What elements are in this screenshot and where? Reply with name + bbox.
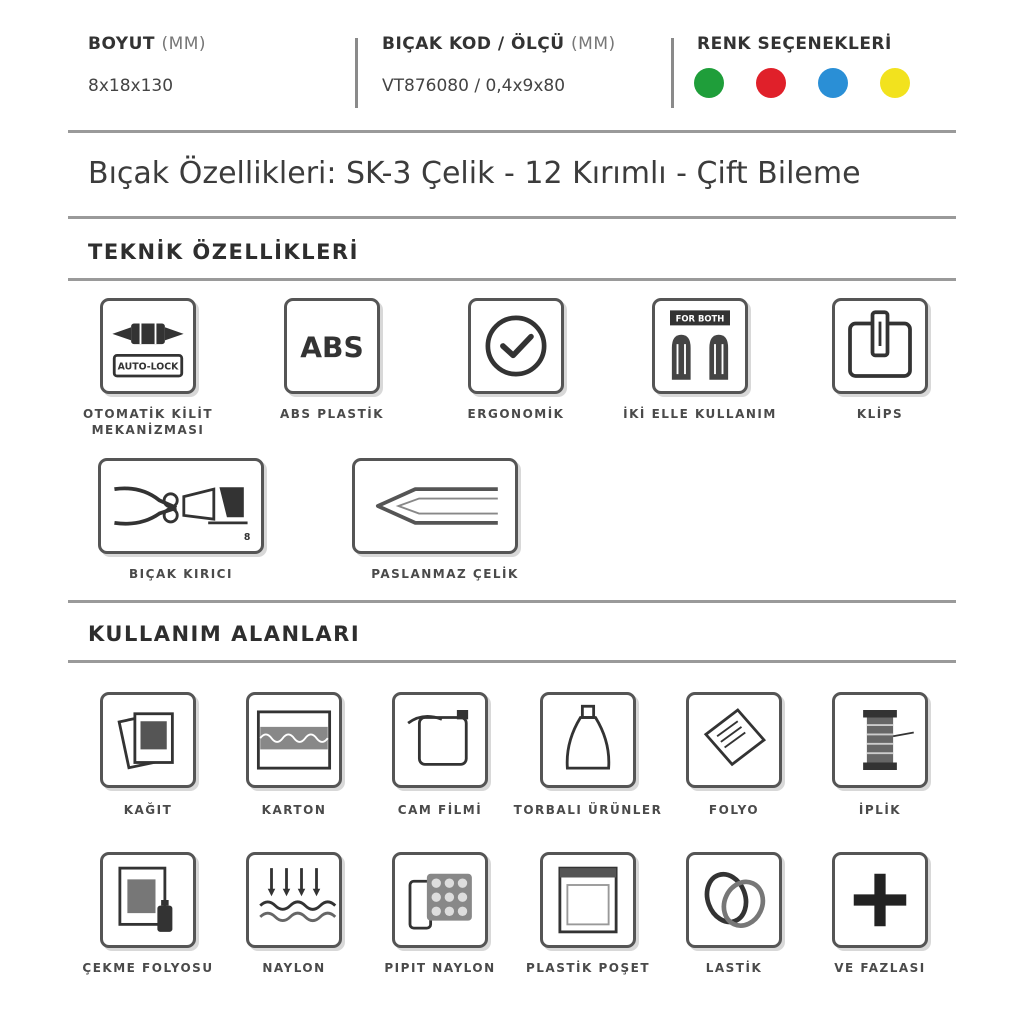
color-swatch-blue[interactable] [818, 68, 848, 98]
blade-features: Bıçak Özellikleri: SK-3 Çelik - 12 Kırımlı - Çift Bileme [88, 156, 861, 191]
feature-caption: OTOMATİK KİLİT MEKANİZMASI [82, 407, 214, 437]
usage-caption: CAM FİLMİ [397, 803, 483, 817]
abs-icon [284, 298, 380, 394]
feature-caption: BIÇAK KIRICI [129, 567, 233, 581]
nylon-icon [246, 852, 342, 948]
both-hands-text: FOR BOTH [675, 313, 725, 324]
bagged-products-icon [540, 692, 636, 788]
both-hands-icon [652, 298, 748, 394]
blade-code-unit: (MM) [571, 34, 616, 54]
plus-icon [832, 852, 928, 948]
ergonomic-icon [468, 298, 564, 394]
usage-caption: TORBALI ÜRÜNLER [513, 803, 663, 817]
clip-icon [832, 298, 928, 394]
divider [68, 600, 956, 603]
divider [68, 278, 956, 281]
shrink-foil-icon [100, 852, 196, 948]
usage-caption: PIPIT NAYLON [384, 961, 496, 975]
svg-text:8: 8 [243, 531, 251, 543]
size-label-text: BOYUT [88, 34, 156, 54]
usage-caption: LASTİK [705, 961, 763, 975]
cardboard-icon [246, 692, 342, 788]
color-swatch-yellow[interactable] [880, 68, 910, 98]
usage-caption: VE FAZLASI [834, 961, 926, 975]
divider [68, 130, 956, 133]
usage-caption: KARTON [261, 803, 327, 817]
paper-icon [100, 692, 196, 788]
divider [68, 660, 956, 663]
auto-lock-icon [100, 298, 196, 394]
technical-section-title: TEKNİK ÖZELLİKLERİ [88, 240, 359, 264]
blade-code-value: VT876080 / 0,4x9x80 [382, 76, 566, 96]
usage-caption: NAYLON [262, 961, 326, 975]
blade-snap-icon [98, 458, 264, 554]
blade-code-label [382, 34, 616, 54]
foil-icon [686, 692, 782, 788]
plastic-bag-icon [540, 852, 636, 948]
rubber-icon [686, 852, 782, 948]
color-options-label: RENK SEÇENEKLERİ [697, 34, 892, 54]
feature-caption: İKİ ELLE KULLANIM [623, 407, 777, 421]
size-value: 8x18x130 [88, 76, 174, 96]
thread-icon [832, 692, 928, 788]
usage-caption: FOLYO [708, 803, 760, 817]
header-divider [671, 38, 674, 108]
stretch-film-icon [392, 692, 488, 788]
feature-caption: PASLANMAZ ÇELİK [371, 567, 519, 581]
bubble-nylon-icon [392, 852, 488, 948]
header-divider [355, 38, 358, 108]
divider [68, 216, 956, 219]
feature-caption: KLİPS [856, 407, 904, 421]
blade-code-label-text: BIÇAK KOD / ÖLÇÜ [382, 34, 565, 54]
usage-caption: İPLİK [858, 803, 902, 817]
size-label [88, 34, 206, 54]
auto-lock-text: AUTO-LOCK [117, 361, 179, 373]
usage-caption: ÇEKME FOLYOSU [82, 961, 214, 975]
color-swatches [694, 68, 934, 102]
usage-caption: PLASTİK POŞET [525, 961, 651, 975]
usage-section-title: KULLANIM ALANLARI [88, 622, 361, 646]
feature-caption: ABS PLASTİK [279, 407, 385, 421]
abs-text: ABS [300, 331, 364, 365]
color-swatch-red[interactable] [756, 68, 786, 98]
feature-caption: ERGONOMİK [467, 407, 565, 421]
size-unit: (MM) [161, 34, 207, 54]
stainless-steel-icon [352, 458, 518, 554]
usage-caption: KAĞIT [123, 803, 173, 817]
color-swatch-green[interactable] [694, 68, 724, 98]
